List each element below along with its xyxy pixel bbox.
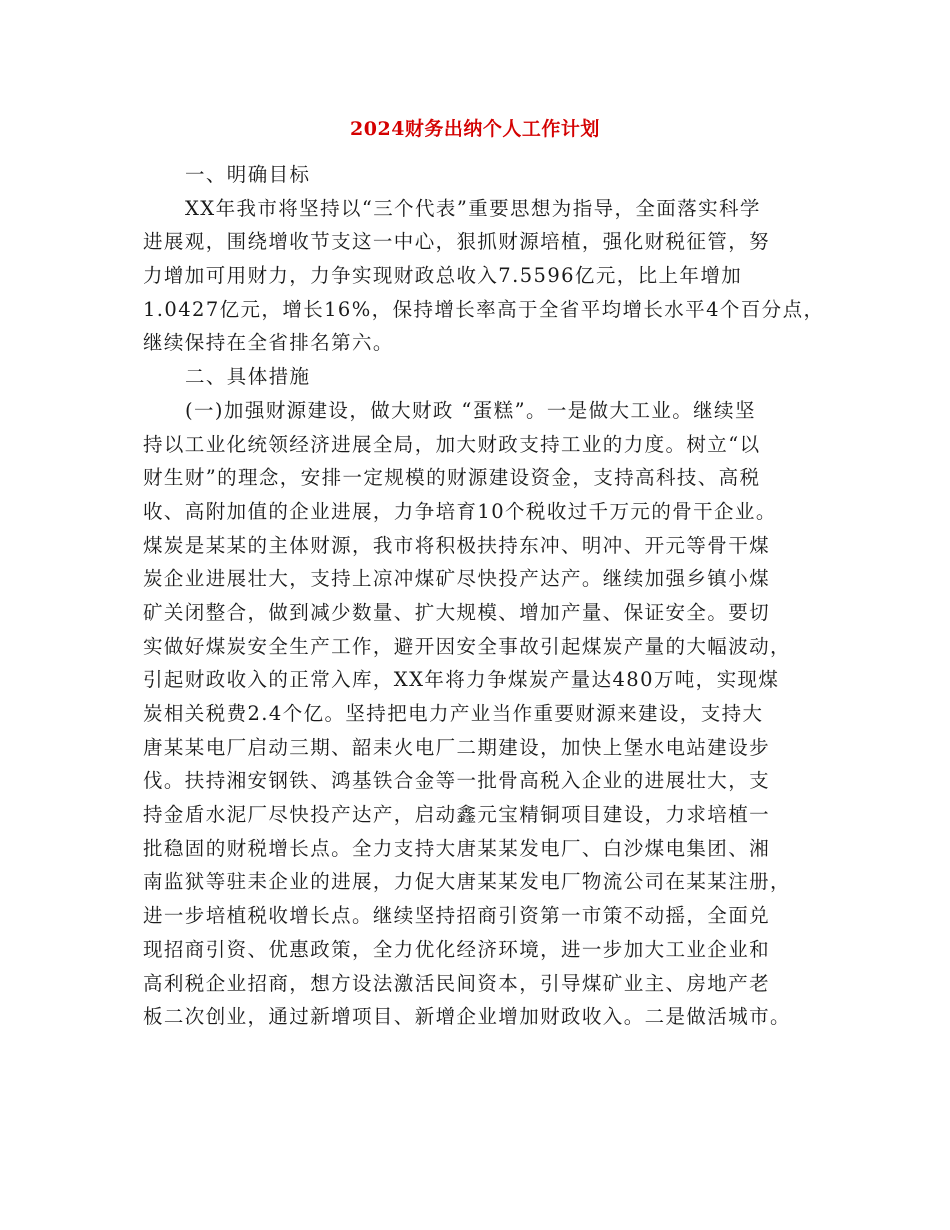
text-line: 唐某某电厂启动三期、韶耒火电厂二期建设，加快上堡水电站建设步: [143, 735, 771, 759]
text-line: 高利税企业招商，想方设法激活民间资本，引导煤矿业主、房地产老: [143, 971, 771, 995]
text-line: 力增加可用财力，力争实现财政总收入7.5596亿元，比上年增加: [143, 264, 743, 288]
text-line: 矿关闭整合，做到减少数量、扩大规模、增加产量、保证安全。要切: [143, 600, 771, 624]
text-line: 持金盾水泥厂尽快投产达产，启动鑫元宝精铜项目建设，力求培植一: [143, 803, 771, 827]
text-line: 持以工业化统领经济进展全局，加大财政支持工业的力度。树立“以: [143, 432, 761, 456]
text-line: 实做好煤炭安全生产工作，避开因安全事故引起煤炭产量的大幅波动，: [143, 634, 791, 658]
document-body: [143, 158, 823, 1034]
text-line: 收、高附加值的企业进展，力争培育10个税收过千万元的骨干企业。: [143, 499, 777, 523]
text-line: 煤炭是某某的主体财源，我市将积极扶持东冲、明冲、开元等骨干煤: [143, 533, 771, 557]
text-line: 伐。扶持湘安钢铁、鸿基铁合金等一批骨高税入企业的进展壮大，支: [143, 769, 771, 793]
text-line: XX年我市将坚持以“三个代表”重要思想为指导，全面落实科学: [185, 196, 761, 220]
text-line: 现招商引资、优惠政策，全力优化经济环境，进一步加大工业企业和: [143, 937, 771, 961]
text-line: 继续保持在全省排名第六。: [143, 331, 394, 355]
text-line: 板二次创业，通过新增项目、新增企业增加财政收入。二是做活城市。: [143, 1005, 791, 1029]
text-line: (一)加强财源建设，做大财政 “蛋糕”。一是做大工业。继续坚: [185, 398, 756, 422]
text-line: 炭相关税费2.4个亿。坚持把电力产业当作重要财源来建设，支持大: [143, 702, 764, 725]
text-line: 一、明确目标: [185, 163, 311, 186]
text-line: 南监狱等驻耒企业的进展，力促大唐某某发电厂物流公司在某某注册，: [143, 870, 791, 894]
text-line: 二、具体措施: [185, 365, 311, 389]
text-line: 财生财”的理念，安排一定规模的财源建设资金，支持高科技、高税: [143, 466, 761, 490]
text-line: 1.0427亿元，增长16%，保持增长率高于全省平均增长水平4个百分点，: [143, 297, 825, 321]
text-line: 批稳固的财税增长点。全力支持大唐某某发电厂、白沙煤电集团、湘: [143, 836, 771, 860]
text-line: 炭企业进展壮大，支持上凉冲煤矿尽快投产达产。继续加强乡镇小煤: [143, 567, 771, 591]
text-line: 引起财政收入的正常入库，XX年将力争煤炭产量达480万吨，实现煤: [143, 668, 780, 692]
text-line: 进展观，围绕增收节支这一中心，狠抓财源培植，强化财税征管，努: [143, 230, 771, 254]
text-line: 进一步培植税收增长点。继续坚持招商引资第一市策不动摇，全面兑: [143, 904, 771, 928]
document-title: 2024财务出纳个人工作计划: [350, 118, 600, 140]
